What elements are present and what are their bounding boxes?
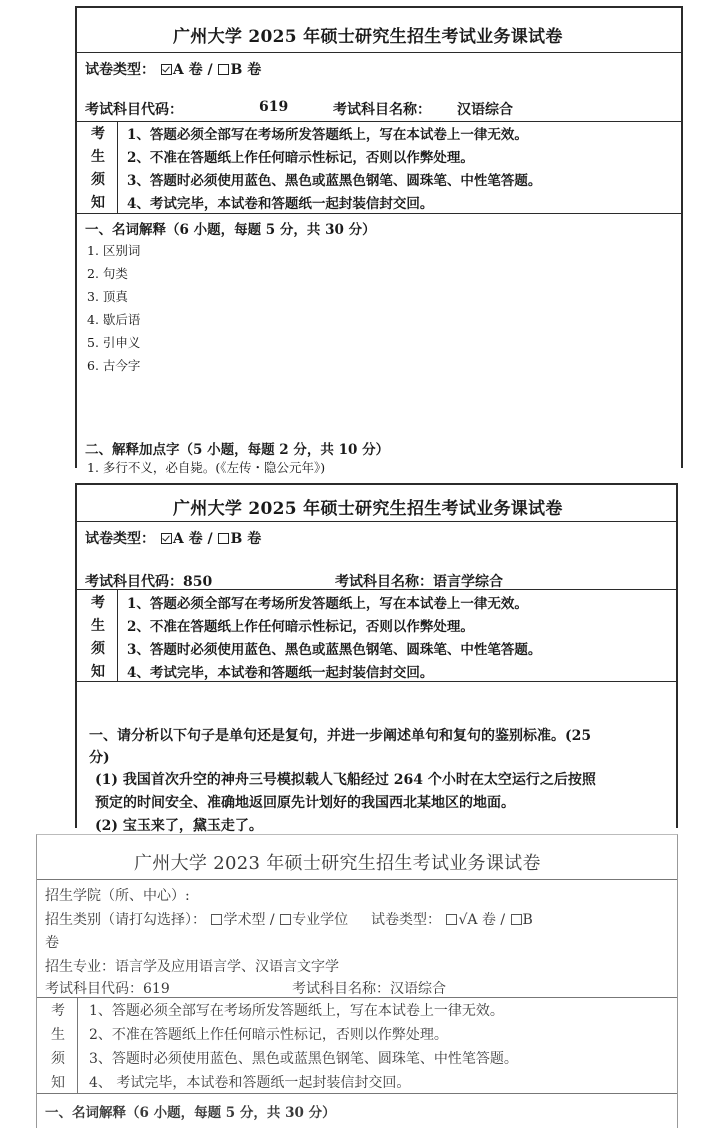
- rule-1: 1、答题必须全部写在考场所发答题纸上，写在本试卷上一律无效。: [89, 1003, 504, 1019]
- section2-item: 1. 多行不义，必自毙。(《左传・隐公元年》): [87, 460, 326, 475]
- question1-line1: 一、请分析以下句子是单句还是复句，并进一步阐述单句和复句的鉴别标准。(25: [89, 728, 592, 744]
- rule-3: 3、答题时必须使用蓝色、黑色或蓝黑色钢笔、圆珠笔、中性笔答题。: [127, 173, 542, 189]
- sentence1-line1: (1) 我国首次升空的神舟三号模拟载人飞船经过 264 个小时在太空运行之后按照: [95, 772, 596, 788]
- term-item: 6. 古今字: [87, 358, 141, 373]
- subject-name-label: 考试科目名称：语言学综合: [335, 574, 503, 590]
- rule-1: 1、答题必须全部写在考场所发答题纸上，写在本试卷上一律无效。: [127, 596, 528, 612]
- paper-type-a: A 卷 /: [172, 531, 213, 547]
- term-item: 5. 引申义: [87, 335, 141, 350]
- paper-type-a: A 卷 /: [172, 62, 213, 78]
- paper-type-a: √A 卷 /: [458, 912, 506, 928]
- checkbox-professional-icon[interactable]: [280, 914, 291, 925]
- rule-2: 2、不准在答题纸上作任何暗示性标记，否则以作弊处理。: [127, 150, 474, 166]
- term-item: 1. 区别词: [87, 243, 141, 258]
- notice-column-line: [117, 589, 118, 681]
- sheet-title: 广州大学 2023 年硕士研究生招生考试业务课试卷: [134, 853, 541, 874]
- notice-bottom-line: [37, 1093, 677, 1094]
- subject-code: 619: [259, 99, 289, 115]
- title-divider: [77, 52, 681, 53]
- checkbox-b-icon[interactable]: [218, 64, 229, 75]
- section1-heading: 一、名词解释（6 小题，每题 5 分，共 30 分）: [85, 222, 376, 238]
- notice-char: 生: [51, 1027, 65, 1043]
- rule-1: 1、答题必须全部写在考场所发答题纸上，写在本试卷上一律无效。: [127, 127, 528, 143]
- notice-char: 知: [51, 1075, 65, 1091]
- checkbox-a-icon[interactable]: [446, 914, 457, 925]
- paper-type-label: 试卷类型：: [85, 531, 155, 547]
- subject-name: 汉语综合: [457, 102, 513, 118]
- subject-code-label: 考试科目代码：619: [45, 981, 170, 997]
- checkbox-academic-icon[interactable]: [211, 914, 222, 925]
- notice-char: 知: [91, 664, 105, 680]
- section2-heading: 二、解释加点字（5 小题，每题 2 分，共 10 分）: [85, 442, 390, 458]
- notice-bottom-line: [77, 213, 681, 214]
- paper-type-label: 试卷类型：: [85, 62, 155, 78]
- title-divider: [37, 879, 677, 880]
- section1-heading: 一、名词解释（6 小题，每题 5 分，共 30 分）: [45, 1105, 336, 1121]
- category-academic: 学术型 /: [223, 912, 275, 928]
- title-divider: [77, 521, 676, 522]
- category-row: [45, 909, 533, 929]
- notice-top-line: [37, 997, 677, 998]
- sentence2: (2) 宝玉来了，黛玉走了。: [95, 818, 263, 834]
- notice-char: 考: [51, 1003, 65, 1019]
- question1-line2: 分): [89, 750, 110, 766]
- notice-char: 考: [91, 595, 105, 611]
- rule-4: 4、考试完毕，本试卷和答题纸一起封装信封交回。: [127, 665, 434, 681]
- notice-char: 知: [91, 195, 105, 211]
- checkbox-b-icon[interactable]: [511, 914, 522, 925]
- sentence1-line2: 预定的时间安全、准确地返回原先计划好的我国西北某地区的地面。: [95, 795, 515, 811]
- category-label: 招生类别（请打勾选择）：: [45, 912, 206, 928]
- term-item: 3. 顶真: [87, 289, 128, 304]
- checkbox-b-icon[interactable]: [218, 533, 229, 544]
- notice-char: 须: [91, 641, 105, 657]
- sheet-title: 广州大学 2025 年硕士研究生招生考试业务课试卷: [173, 499, 563, 519]
- rule-2: 2、不准在答题纸上作任何暗示性标记，否则以作弊处理。: [127, 619, 474, 635]
- rule-3: 3、答题时必须使用蓝色、黑色或蓝黑色钢笔、圆珠笔、中性笔答题。: [127, 642, 542, 658]
- notice-top-line: [77, 121, 681, 122]
- rule-3: 3、答题时必须使用蓝色、黑色或蓝黑色钢笔、圆珠笔、中性笔答题。: [89, 1051, 518, 1067]
- exam-sheet-2025-619: [75, 6, 683, 475]
- paper-type-b: B: [522, 912, 533, 928]
- paper-type-wrap: 卷: [45, 935, 59, 951]
- notice-column-line: [117, 121, 118, 213]
- notice-bottom-line: [77, 681, 676, 682]
- sheet-title: 广州大学 2025 年硕士研究生招生考试业务课试卷: [173, 27, 563, 47]
- notice-char: 须: [51, 1051, 65, 1067]
- rule-4: 4、 考试完毕，本试卷和答题纸一起封装信封交回。: [89, 1075, 411, 1091]
- category-professional: 专业学位: [292, 912, 349, 928]
- exam-sheet-2025-850: [75, 483, 678, 834]
- paper-type-row: [85, 59, 261, 79]
- major-label: 招生专业：语言学及应用语言学、汉语言文字学: [45, 959, 339, 975]
- subject-name-label: 考试科目名称：: [333, 102, 431, 118]
- notice-column-line: [77, 997, 78, 1093]
- subject-code-label: 考试科目代码：850: [85, 574, 213, 590]
- notice-char: 生: [91, 618, 105, 634]
- college-label: 招生学院（所、中心）:: [45, 888, 190, 904]
- notice-char: 生: [91, 149, 105, 165]
- subject-code-label: 考试科目代码：: [85, 102, 183, 118]
- exam-sheet-2023-619: [36, 834, 678, 1128]
- checkbox-a-checked-icon[interactable]: [161, 64, 172, 75]
- notice-top-line: [77, 589, 676, 590]
- notice-char: 考: [91, 126, 105, 142]
- paper-type-row: [85, 528, 261, 548]
- term-item: 2. 句类: [87, 266, 128, 281]
- rule-2: 2、不准在答题纸上作任何暗示性标记，否则以作弊处理。: [89, 1027, 448, 1043]
- rule-4: 4、考试完毕，本试卷和答题纸一起封装信封交回。: [127, 196, 434, 212]
- checkbox-a-checked-icon[interactable]: [161, 533, 172, 544]
- term-item: 4. 歇后语: [87, 312, 141, 327]
- paper-type-b: B 卷: [230, 62, 262, 78]
- notice-char: 须: [91, 172, 105, 188]
- paper-type-label: 试卷类型：: [370, 912, 441, 928]
- subject-name-label: 考试科目名称：汉语综合: [292, 981, 446, 997]
- paper-type-b: B 卷: [230, 531, 262, 547]
